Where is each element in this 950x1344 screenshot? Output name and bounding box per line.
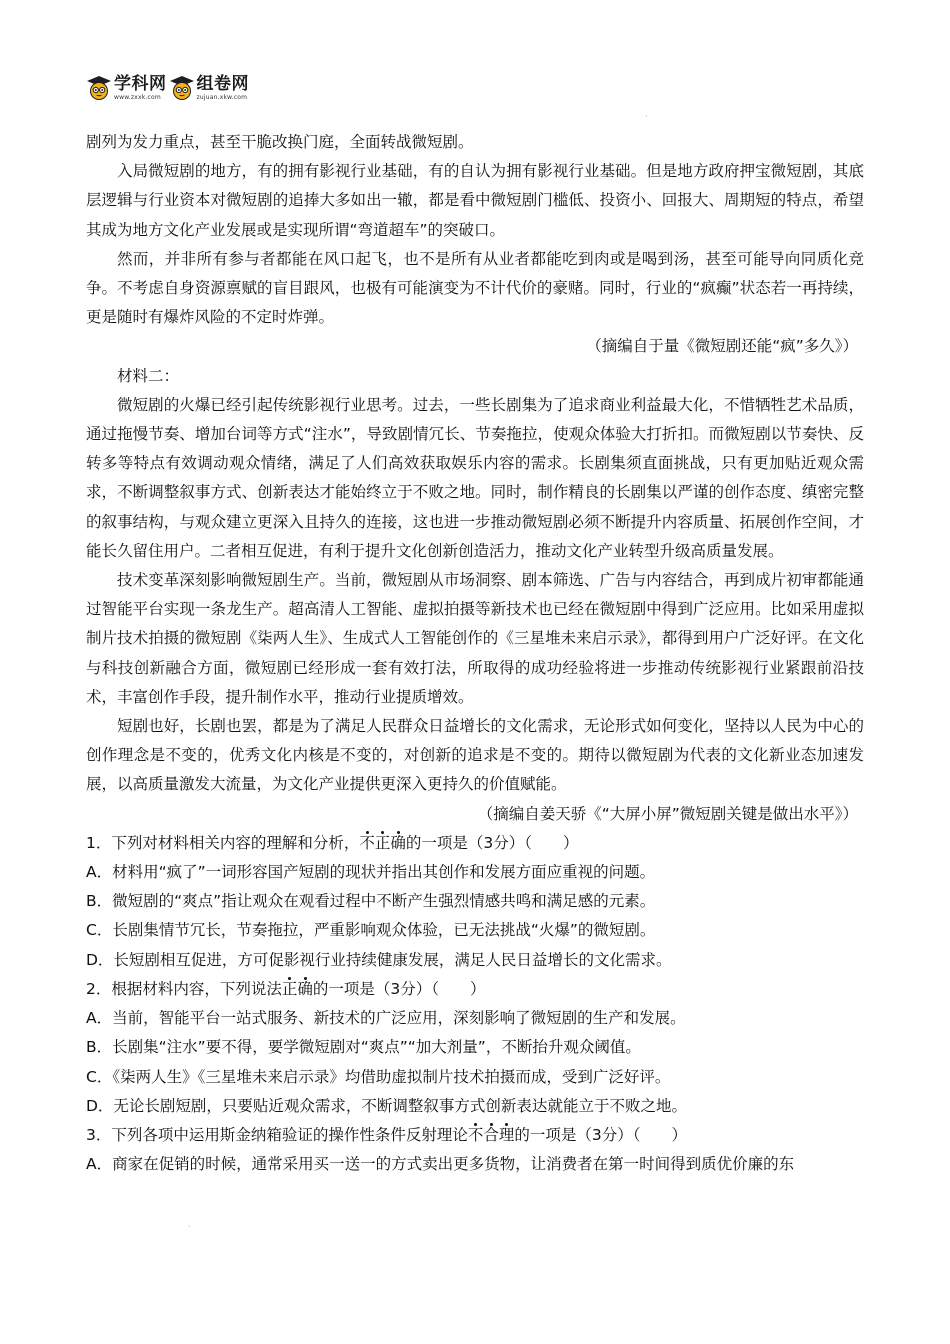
logo-zxxk[interactable] xyxy=(86,75,167,102)
stem-text: 的一项是（3分）（ ） xyxy=(514,1125,688,1144)
option-c[interactable]: C．长剧集情节冗长，节奏拖拉，严重影响观众体验，已无法挑战“火爆”的微短剧。 xyxy=(86,921,656,940)
question-stem xyxy=(86,1121,864,1150)
logo-url: zujuan.xkw.com xyxy=(196,93,248,101)
emphasis-word xyxy=(282,980,313,998)
emphasis-char: 合 xyxy=(483,1125,499,1144)
logo-name: 组卷网 xyxy=(196,73,249,94)
stem-text: 3．下列各项中运用斯金纳箱验证的操作性条件反射理论 xyxy=(86,1125,468,1144)
emphasis-word xyxy=(359,834,406,852)
question-stem xyxy=(86,975,864,1004)
stem-text: 的一项是（3分）（ ） xyxy=(312,979,486,998)
question-1 xyxy=(86,829,864,975)
mascot-icon xyxy=(169,75,195,101)
question-2 xyxy=(86,975,864,1121)
page-header xyxy=(86,72,249,104)
source-citation: （摘编自姜天骄《“大屏小屏”微短剧关键是做出水平》） xyxy=(477,804,858,823)
logo-zujuan[interactable] xyxy=(169,75,250,102)
question-stem xyxy=(86,829,864,858)
option-d[interactable]: D．长短剧相互促进，方可促影视行业持续健康发展，满足人民日益增长的文化需求。 xyxy=(86,950,672,969)
option-b[interactable]: B．长剧集“注水”要不得，要学微短剧对“爽点”“加大剂量”，不断抬升观众阈值。 xyxy=(86,1038,641,1057)
question-3 xyxy=(86,1121,864,1179)
paragraph: 微短剧的火爆已经引起传统影视行业思考。过去，一些长剧集为了追求商业利益最大化，不惜牺牲艺术品质，通过拖慢节奏、增加台词等方式“注水”，导致剧情冗长、节奏拖拉，使观众体验大打折扣。而微短剧以节奏快、反转多等特点有效调动观众情绪，满足了人们高效获取娱乐内容的需求。长剧集须直面挑战，只有更加贴近观众需求，不断调整叙事方式、创新表达才能始终立于不败之地。同时，制作精良的长剧集以严谨的创作态度、缜密完整的叙事结构，与观众建立更深入且持久的连接，这也进一步推动微短剧必须不断提升内容质量、拓展创作空间，才能长久留住用户。二者相互促进，有利于提升文化创新创造活力，推动文化产业转型升级高质量发展。 xyxy=(86,395,864,560)
paragraph: 入局微短剧的地方，有的拥有影视行业基础，有的自认为拥有影视行业基础。但是地方政府押宝微短剧，其底层逻辑与行业资本对微短剧的追捧大多如出一辙，都是看中微短剧门槛低、投资小、回报大、周期短的特点，希望其成为地方文化产业发展或是实现所谓“弯道超车”的突破口。 xyxy=(86,162,864,239)
mascot-icon xyxy=(86,75,112,101)
option-d[interactable]: D．无论长剧短剧，只要贴近观众需求，不断调整叙事方式创新表达就能立于不败之地。 xyxy=(86,1096,687,1115)
logo-url: www.zxxk.com xyxy=(114,93,161,101)
option-a[interactable]: A．商家在促销的时候，通常采用买一送一的方式卖出更多货物，让消费者在第一时间得到质优价廉的东 xyxy=(86,1155,795,1174)
scan-mark: · xyxy=(645,112,648,121)
paragraph: 然而，并非所有参与者都能在风口起飞，也不是所有从业者都能吃到肉或是喝到汤，甚至可能导向同质化竞争。不考虑自身资源禀赋的盲目跟风，也极有可能演变为不计代价的豪赌。同时，行业的“疯癫”状态若一再持续，更是随时有爆炸风险的不定时炸弹。 xyxy=(86,249,864,327)
option-c[interactable]: C．《柒两人生》《三星堆未来启示录》均借助虚拟制片技术拍摄而成，受到广泛好评。 xyxy=(86,1067,671,1086)
option-b[interactable]: B．微短剧的“爽点”指让观众在观看过程中不断产生强烈情感共鸣和满足感的元素。 xyxy=(86,892,656,911)
stem-text: 的一项是（3分）（ ） xyxy=(405,833,579,852)
stem-text: 2．根据材料内容，下列说法 xyxy=(86,979,282,998)
emphasis-char: 正 xyxy=(281,979,298,998)
paragraph: 剧列为发力重点，甚至干脆改换门庭，全面转战微短剧。 xyxy=(86,133,474,151)
option-a[interactable]: A．材料用“疯了”一词形容国产短剧的现状并指出其创作和发展方面应重视的问题。 xyxy=(86,863,656,882)
source-citation: （摘编自于量《微短剧还能“疯”多久》） xyxy=(586,337,858,356)
emphasis-char: 正 xyxy=(374,833,391,852)
emphasis-char: 确 xyxy=(297,979,313,998)
logo-name: 学科网 xyxy=(114,73,167,94)
material-label: 材料二： xyxy=(117,366,180,385)
stem-text: 1．下列对材料相关内容的理解和分析， xyxy=(86,833,360,852)
emphasis-char: 不 xyxy=(467,1125,484,1144)
paragraph: 短剧也好，长剧也罢，都是为了满足人民群众日益增长的文化需求，无论形式如何变化，坚持以人民为中心的创作理念是不变的，优秀文化内核是不变的，对创新的追求是不变的。期待以微短剧为代表的文化新业态加速发展，以高质量激发大流量，为文化产业提供更深入更持久的价值赋能。 xyxy=(86,717,864,794)
option-a[interactable]: A．当前，智能平台一站式服务、新技术的广泛应用，深刻影响了微短剧的生产和发展。 xyxy=(86,1009,686,1028)
scan-mark: · xyxy=(188,1222,191,1231)
paragraph: 技术变革深刻影响微短剧生产。当前，微短剧从市场洞察、剧本筛选、广告与内容结合，再到成片初审都能通过智能平台实现一条龙生产。超高清人工智能、虚拟拍摄等新技术也已经在微短剧中得到广泛应用。比如采用虚拟制片技术拍摄的微短剧《柒两人生》、生成式人工智能创作的《三星堆未来启示录》，都得到用户广泛好评。在文化与科技创新融合方面，微短剧已经形成一套有效打法，所取得的成功经验将进一步推动传统影视行业紧跟前沿技术，丰富创作手段，提升制作水平，推动行业提质增效。 xyxy=(86,571,864,706)
emphasis-word xyxy=(468,1126,515,1144)
emphasis-char: 理 xyxy=(498,1125,515,1144)
document-body xyxy=(86,128,864,1179)
emphasis-char: 确 xyxy=(390,833,406,852)
emphasis-char: 不 xyxy=(359,833,375,852)
